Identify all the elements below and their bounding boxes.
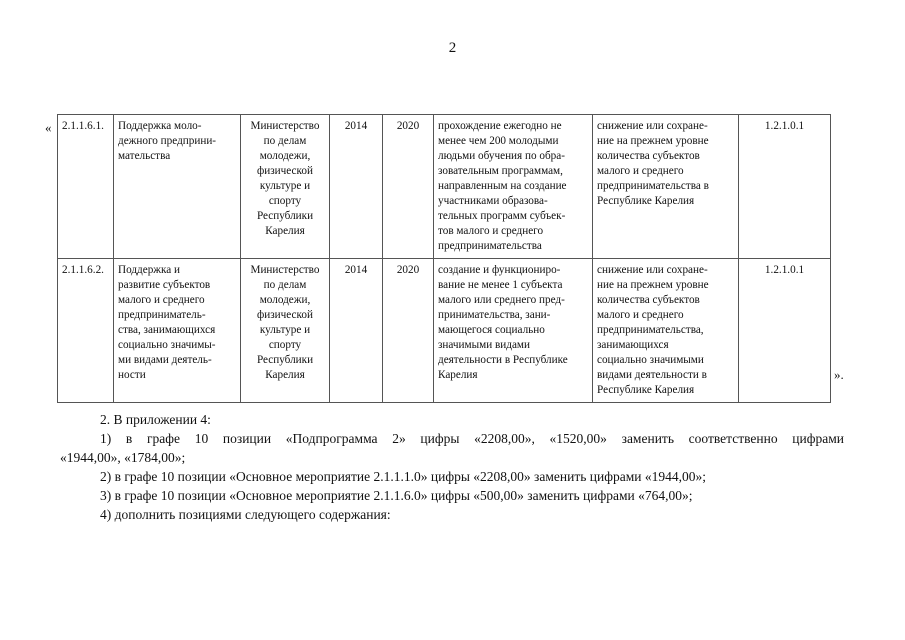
- row-indicator-cell: [593, 259, 739, 403]
- row-result: прохождение ежегодно не менее чем 200 молодыми людьми обучения по обра- зовательным программам, направленным на создание участниками образова- тельных программ субъек- тов малого и среднего предпринимательства: [438, 120, 567, 252]
- row-start-year: 2014: [344, 264, 368, 276]
- row-code: 2.1.1.6.2.: [62, 264, 104, 276]
- row-ref-cell: [739, 115, 831, 259]
- paragraph-item-2: 2) в графе 10 позиции «Основное мероприятие 2.1.1.1.0» цифры «2208,00» заменить цифрами «1944,00»;: [100, 469, 706, 484]
- row-executor-cell: [241, 259, 330, 403]
- row-code-cell: [58, 259, 114, 403]
- paragraph-item-3: 3) в графе 10 позиции «Основное мероприятие 2.1.1.6.0» цифры «500,00» заменить цифрами «764,00»;: [100, 488, 693, 503]
- row-indicator: снижение или сохране- ние на прежнем уровне количества субъектов малого и среднего предпринимательства, занимающихся социально значимыми видами деятельности в Республике Карелия: [597, 264, 709, 396]
- row-start-cell: [330, 259, 383, 403]
- measures-table: [57, 114, 831, 403]
- row-result-cell: [434, 259, 593, 403]
- closing-quote: ».: [834, 367, 844, 382]
- row-ref: 1.2.1.0.1: [764, 120, 805, 132]
- page-number: 2: [448, 40, 457, 56]
- row-start-year: 2014: [344, 120, 368, 132]
- row-indicator-cell: [593, 115, 739, 259]
- row-end-year: 2020: [396, 120, 420, 132]
- row-name-cell: [114, 115, 241, 259]
- row-end-year: 2020: [396, 264, 420, 276]
- row-name: Поддержка моло- дежного предприни- мательства: [118, 120, 217, 162]
- row-executor: Министерство по делам молодежи, физической культуре и спорту Республики Карелия: [250, 120, 320, 237]
- row-executor: Министерство по делам молодежи, физической культуре и спорту Республики Карелия: [250, 264, 320, 381]
- row-end-cell: [383, 115, 434, 259]
- row-code-cell: [58, 115, 114, 259]
- opening-quote: «: [45, 120, 52, 135]
- row-name-cell: [114, 259, 241, 403]
- paragraph-item-1-line-2: «1944,00», «1784,00»;: [60, 450, 186, 465]
- paragraph-appendix-4: 2. В приложении 4:: [100, 412, 211, 427]
- row-ref-cell: [739, 259, 831, 403]
- row-executor-cell: [241, 115, 330, 259]
- row-ref: 1.2.1.0.1: [764, 264, 805, 276]
- paragraph-item-1-line-1: 1) в графе 10 позиции «Подпрограмма 2» цифры «2208,00», «1520,00» заменить соответственно цифрами: [100, 431, 844, 446]
- row-result: создание и функциониро- вание не менее 1 субъекта малого или среднего пред- принимательства, зани- мающегося социально значимыми видами деятельности в Республике Карелия: [438, 264, 568, 381]
- row-code: 2.1.1.6.1.: [62, 120, 104, 132]
- row-start-cell: [330, 115, 383, 259]
- table-row: [58, 115, 831, 259]
- row-end-cell: [383, 259, 434, 403]
- paragraph-item-4: 4) дополнить позициями следующего содержания:: [100, 507, 391, 522]
- row-indicator: снижение или сохране- ние на прежнем уровне количества субъектов малого и среднего предпринимательства в Республике Карелия: [597, 120, 709, 207]
- table-row: [58, 259, 831, 403]
- row-name: Поддержка и развитие субъектов малого и среднего предприниматель- ства, занимающихся социально значимы- ми видами деятель- ности: [118, 264, 216, 381]
- row-result-cell: [434, 115, 593, 259]
